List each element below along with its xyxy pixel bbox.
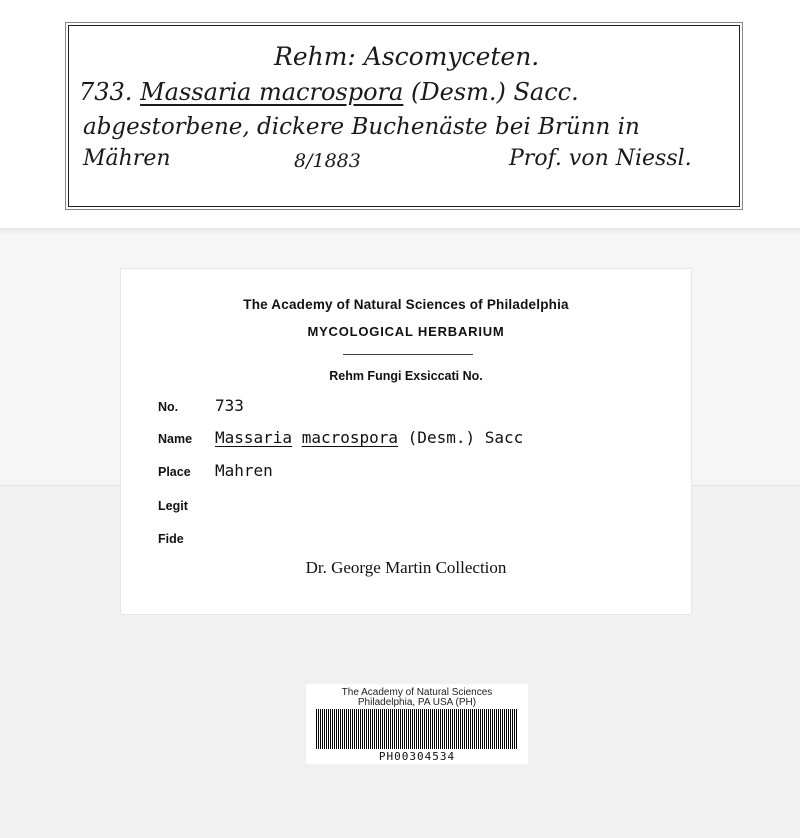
legit-label: Legit (158, 499, 188, 513)
divider-rule (343, 354, 473, 355)
label-species: Massaria macrospora (140, 78, 404, 106)
no-label: No. (158, 400, 179, 414)
name-value (215, 428, 523, 447)
institution-name: The Academy of Natural Sciences of Philadelphia (243, 297, 569, 312)
series-title: Rehm Fungi Exsiccati No. (329, 369, 483, 383)
barcode-image (314, 709, 520, 749)
name-epithet: macrospora (301, 428, 399, 447)
name-genus: Massaria (215, 428, 293, 447)
no-value: 733 (215, 396, 244, 415)
collection-name: Dr. George Martin Collection (305, 558, 507, 577)
place-label: Place (158, 465, 191, 479)
herbarium-label-card (120, 268, 692, 615)
label-species-line (79, 78, 579, 106)
packet-fold (0, 228, 800, 234)
place-value: Mahren (215, 461, 273, 480)
original-handwritten-label (68, 25, 740, 207)
catalog-number: PH00304534 (378, 750, 456, 763)
name-authority: (Desm.) Sacc (407, 428, 524, 447)
label-title: Rehm: Ascomyceten. (274, 42, 540, 71)
label-locality: Mähren (83, 146, 171, 171)
barcode-location: Philadelphia, PA USA (PH) (357, 697, 477, 708)
herbarium-name: MYCOLOGICAL HERBARIUM (307, 324, 505, 339)
label-substrate: abgestorbene, dickere Buchenäste bei Brünn in (83, 114, 640, 140)
barcode-institution: The Academy of Natural Sciences (341, 687, 493, 698)
fide-label: Fide (158, 532, 184, 546)
label-number: 733. (79, 78, 133, 106)
name-label: Name (158, 432, 193, 446)
label-collector: Prof. von Niessl. (509, 146, 692, 171)
label-date: 8/1883 (294, 150, 361, 172)
label-authority: (Desm.) Sacc. (410, 78, 579, 106)
barcode-label (306, 684, 528, 764)
